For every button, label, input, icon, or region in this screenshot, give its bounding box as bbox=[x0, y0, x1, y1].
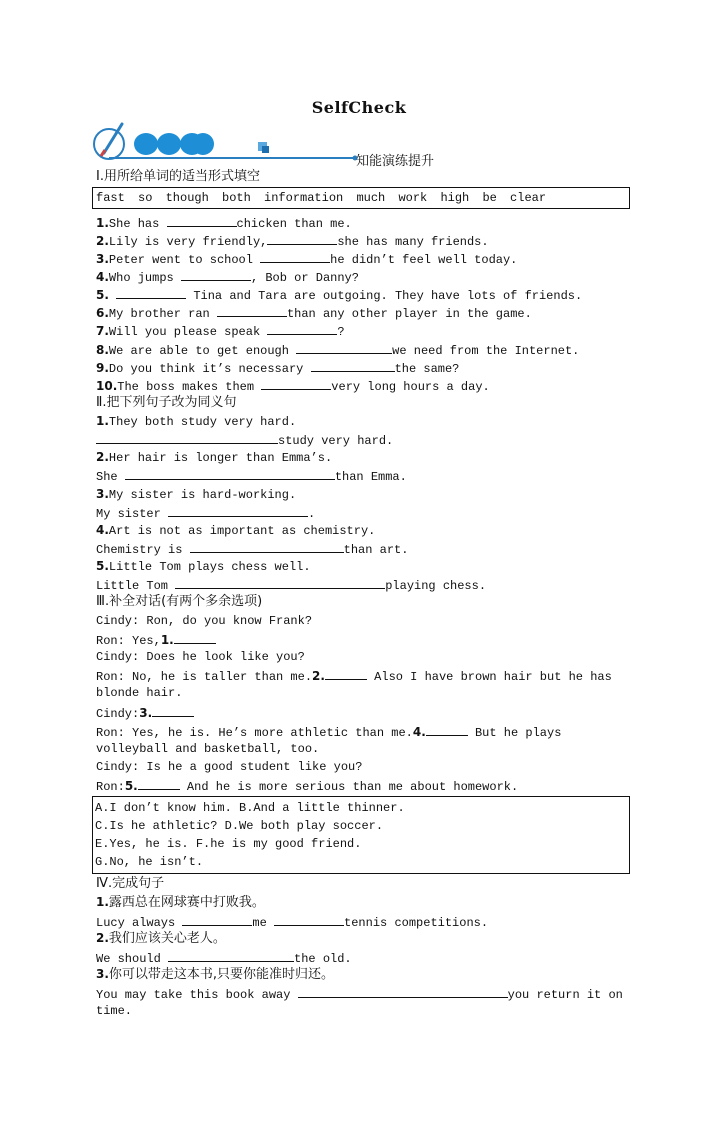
item-text: Who jumps bbox=[108, 271, 181, 285]
page-title: SelfCheck bbox=[311, 98, 407, 117]
s2-question-5 bbox=[96, 558, 311, 575]
dialogue-text: Cindy: bbox=[96, 707, 140, 721]
s2-question-4 bbox=[96, 522, 375, 539]
item-text: very long hours a day. bbox=[331, 380, 490, 394]
answer-blank[interactable] bbox=[260, 250, 330, 263]
banner-label: 知能演练提升 bbox=[356, 154, 435, 169]
answer-blank[interactable] bbox=[167, 214, 237, 227]
item-text: we need from the Internet. bbox=[392, 344, 580, 358]
item-number: 1. bbox=[160, 633, 174, 647]
answer-prefix: Little Tom bbox=[96, 579, 176, 593]
dialogue-text: But he plays bbox=[467, 726, 562, 740]
answer-blank[interactable] bbox=[298, 985, 508, 998]
item-text: The boss makes them bbox=[117, 380, 262, 394]
answer-blank[interactable] bbox=[296, 341, 392, 354]
dialogue-text: Ron: bbox=[96, 780, 125, 794]
s1-item-1 bbox=[96, 214, 352, 232]
option-line: C.Is he athletic? D.We both play soccer. bbox=[95, 819, 384, 833]
question-text: Her hair is longer than Emma’s. bbox=[108, 451, 333, 465]
item-text bbox=[109, 289, 116, 303]
section4-heading: Ⅳ.完成句子 bbox=[96, 876, 165, 891]
s1-item-8 bbox=[96, 341, 579, 359]
question-text: Little Tom plays chess well. bbox=[108, 560, 311, 574]
answer-blank[interactable] bbox=[152, 704, 194, 717]
s2-answer-2 bbox=[96, 467, 407, 485]
dialogue-line bbox=[96, 613, 312, 629]
answer-blank[interactable] bbox=[217, 304, 287, 317]
answer-suffix: playing chess. bbox=[385, 579, 487, 593]
answer-blank[interactable] bbox=[426, 723, 468, 736]
item-number: 3. bbox=[96, 252, 109, 266]
item-text: ? bbox=[337, 325, 345, 339]
item-number: 2. bbox=[96, 931, 109, 945]
chinese-prompt: 你可以带走这本书,只要你能准时归还。 bbox=[108, 967, 335, 982]
answer-suffix: study very hard. bbox=[278, 434, 394, 448]
question-text: My sister is hard-working. bbox=[108, 488, 297, 502]
s4-answer-3-cont bbox=[96, 1003, 132, 1019]
answer-text: the old. bbox=[294, 952, 352, 966]
item-number: 1. bbox=[96, 895, 109, 909]
item-text: My brother ran bbox=[108, 307, 217, 321]
dialogue-line bbox=[96, 667, 612, 685]
dialogue-text: Cindy: Is he a good student like you? bbox=[96, 760, 363, 774]
s2-question-1 bbox=[96, 413, 296, 430]
answer-blank[interactable] bbox=[125, 467, 335, 480]
answer-blank[interactable] bbox=[168, 949, 294, 962]
s1-item-2 bbox=[96, 232, 489, 250]
answer-blank[interactable] bbox=[267, 232, 337, 245]
dialogue-text: Ron: No, he is taller than me. bbox=[96, 670, 313, 684]
dialogue-line bbox=[96, 723, 561, 741]
item-number: 2. bbox=[96, 450, 109, 464]
answer-blank[interactable] bbox=[175, 576, 385, 589]
answer-suffix: than Emma. bbox=[334, 470, 407, 484]
dialogue-line bbox=[96, 649, 305, 665]
s2-question-2 bbox=[96, 449, 332, 466]
s1-item-9 bbox=[96, 359, 459, 377]
option-line: E.Yes, he is. F.he is my good friend. bbox=[95, 837, 362, 851]
answer-text: We should bbox=[96, 952, 169, 966]
answer-blank[interactable] bbox=[116, 286, 186, 299]
item-text: Lily is very friendly, bbox=[108, 235, 268, 249]
s1-item-3 bbox=[96, 250, 517, 268]
dialogue-line bbox=[96, 631, 216, 649]
question-text: Art is not as important as chemistry. bbox=[108, 524, 376, 538]
dialogue-line bbox=[96, 759, 362, 775]
s2-question-3 bbox=[96, 486, 296, 503]
answer-blank[interactable] bbox=[168, 504, 308, 517]
option-line: G.No, he isn’t. bbox=[95, 855, 204, 869]
item-text: she has many friends. bbox=[337, 235, 489, 249]
chinese-prompt: 我们应该关心老人。 bbox=[108, 931, 226, 946]
dialogue-text: Cindy: Ron, do you know Frank? bbox=[96, 614, 313, 628]
s4-answer-1 bbox=[96, 913, 488, 931]
s4-prompt-3 bbox=[96, 966, 334, 983]
s1-item-10 bbox=[96, 377, 490, 395]
item-number: 1. bbox=[96, 216, 109, 230]
answer-blank[interactable] bbox=[311, 359, 395, 372]
s1-item-6 bbox=[96, 304, 532, 322]
s1-item-4 bbox=[96, 268, 359, 286]
s4-prompt-1 bbox=[96, 894, 265, 911]
item-text: he didn’t feel well today. bbox=[330, 253, 518, 267]
s2-answer-4 bbox=[96, 540, 408, 558]
dialogue-line bbox=[96, 685, 182, 701]
answer-suffix: than art. bbox=[343, 543, 409, 557]
dialogue-line bbox=[96, 704, 194, 722]
dialogue-text: Also I have brown hair but he has bbox=[366, 670, 612, 684]
answer-text: Lucy always bbox=[96, 916, 183, 930]
answer-blank[interactable] bbox=[96, 431, 278, 444]
answer-blank[interactable] bbox=[190, 540, 344, 553]
item-number: 7. bbox=[96, 324, 109, 338]
answer-text: tennis competitions. bbox=[344, 916, 489, 930]
item-text: than any other player in the game. bbox=[286, 307, 532, 321]
answer-blank[interactable] bbox=[138, 777, 180, 790]
item-text: , Bob or Danny? bbox=[250, 271, 359, 285]
item-text: Peter went to school bbox=[108, 253, 261, 267]
answer-prefix: My sister bbox=[96, 507, 169, 521]
dialogue-text: Ron: Yes, bbox=[96, 634, 161, 648]
s1-item-5 bbox=[96, 286, 582, 304]
item-text: the same? bbox=[394, 362, 460, 376]
answer-suffix: . bbox=[308, 507, 316, 521]
answer-text: time. bbox=[96, 1004, 133, 1018]
s1-item-7 bbox=[96, 322, 345, 340]
item-text: Will you please speak bbox=[108, 325, 268, 339]
item-number: 5. bbox=[96, 559, 109, 573]
answer-blank[interactable] bbox=[274, 913, 344, 926]
item-number: 8. bbox=[96, 343, 109, 357]
item-number: 1. bbox=[96, 414, 109, 428]
answer-blank[interactable] bbox=[181, 268, 251, 281]
dialogue-text: And he is more serious than me about homework. bbox=[179, 780, 519, 794]
item-text: chicken than me. bbox=[236, 217, 352, 231]
dialogue-text: blonde hair. bbox=[96, 686, 183, 700]
word-bank: fast so though both information much work high be clear bbox=[96, 191, 547, 205]
chinese-prompt: 露西总在网球赛中打败我。 bbox=[108, 895, 265, 910]
answer-text: me bbox=[252, 916, 275, 930]
item-text: Tina and Tara are outgoing. They have lots of friends. bbox=[186, 289, 583, 303]
section2-heading: Ⅱ.把下列句子改为同义句 bbox=[96, 395, 237, 410]
s4-answer-2 bbox=[96, 949, 352, 967]
answer-blank[interactable] bbox=[325, 667, 367, 680]
section3-heading: Ⅲ.补全对话(有两个多余选项) bbox=[96, 594, 263, 609]
item-text: We are able to get enough bbox=[108, 344, 297, 358]
answer-blank[interactable] bbox=[261, 377, 331, 390]
item-number: 3. bbox=[139, 706, 153, 720]
answer-text: you return it on bbox=[507, 988, 623, 1002]
item-number: 4. bbox=[412, 725, 426, 739]
dialogue-line bbox=[96, 741, 319, 757]
item-number: 4. bbox=[96, 523, 109, 537]
item-number: 9. bbox=[96, 361, 109, 375]
answer-blank[interactable] bbox=[174, 631, 216, 644]
s2-answer-3 bbox=[96, 504, 315, 522]
dialogue-text: Cindy: Does he look like you? bbox=[96, 650, 305, 664]
dialogue-text: volleyball and basketball, too. bbox=[96, 742, 320, 756]
dialogue-text: Ron: Yes, he is. He’s more athletic than me. bbox=[96, 726, 413, 740]
item-number: 3. bbox=[96, 967, 109, 981]
item-text: Do you think it’s necessary bbox=[108, 362, 311, 376]
s4-answer-3 bbox=[96, 985, 623, 1003]
answer-blank[interactable] bbox=[267, 322, 337, 335]
item-number: 6. bbox=[96, 306, 109, 320]
item-number: 3. bbox=[96, 487, 109, 501]
answer-text: You may take this book away bbox=[96, 988, 298, 1002]
question-text: They both study very hard. bbox=[108, 415, 297, 429]
s2-answer-5 bbox=[96, 576, 486, 594]
item-number: 5. bbox=[96, 288, 109, 302]
section1-heading: Ⅰ.用所给单词的适当形式填空 bbox=[96, 169, 260, 184]
dialogue-line bbox=[96, 777, 518, 795]
item-number: 2. bbox=[312, 669, 325, 683]
item-number: 2. bbox=[96, 234, 109, 248]
item-number: 4. bbox=[96, 270, 109, 284]
s4-prompt-2 bbox=[96, 930, 226, 947]
options-box bbox=[92, 796, 630, 874]
option-line: A.I don’t know him. B.And a little thinner. bbox=[95, 801, 405, 815]
answer-prefix: Chemistry is bbox=[96, 543, 190, 557]
word-bank-box bbox=[92, 187, 630, 209]
s2-answer-1 bbox=[96, 431, 393, 449]
answer-prefix: She bbox=[96, 470, 125, 484]
answer-blank[interactable] bbox=[182, 913, 252, 926]
item-text: She has bbox=[108, 217, 167, 231]
item-number: 5. bbox=[124, 779, 138, 793]
item-number: 10. bbox=[96, 379, 118, 393]
